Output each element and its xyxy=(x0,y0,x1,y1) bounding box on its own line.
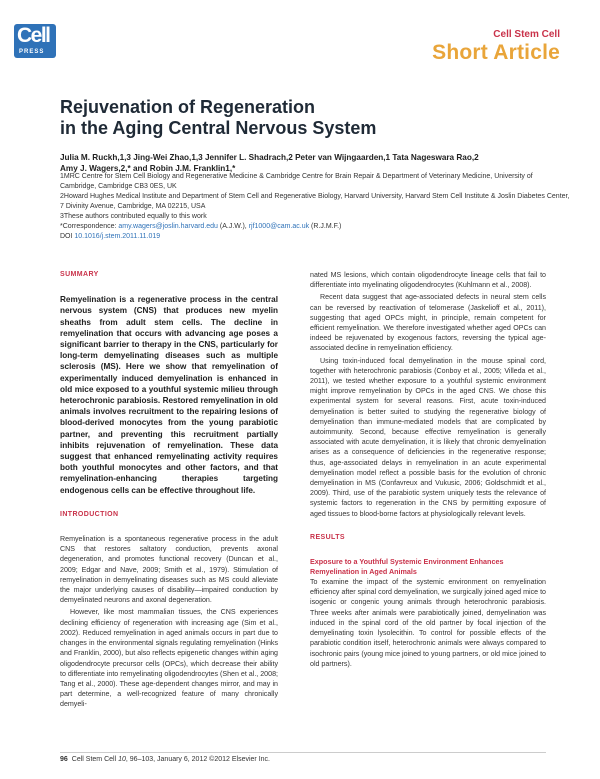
correspondence-label: *Correspondence: xyxy=(60,223,119,230)
affiliation-2: 2Howard Hughes Medical Institute and Department of Stem Cell and Regenerative Biology, Harvard University, Harvard Stem Cell Institute & Joslin Diabetes Center, 7 Divinity Avenue, Cambridge, MA 02215, USA xyxy=(60,193,570,210)
doi-link[interactable]: 10.1016/j.stem.2011.11.019 xyxy=(74,233,161,240)
article-type: Short Article xyxy=(432,41,560,64)
page-number: 96 xyxy=(60,756,68,763)
doi-label: DOI xyxy=(60,233,75,240)
authors-line-2: Amy J. Wagers,2,* and Robin J.M. Franklin1,* xyxy=(60,164,236,173)
doi-line xyxy=(60,232,570,242)
footer-divider xyxy=(60,752,546,753)
logo-sub: PRESS xyxy=(19,49,45,55)
affiliations xyxy=(60,172,570,242)
email-link-2[interactable]: rjf1000@cam.ac.uk xyxy=(248,223,310,230)
page-footer xyxy=(60,756,270,763)
footer-journal: Cell Stem Cell xyxy=(71,756,119,763)
email-link-1[interactable]: amy.wagers@joslin.harvard.edu xyxy=(118,223,218,230)
title-line-2: in the Aging Central Nervous System xyxy=(60,118,377,138)
right-paragraph-0: nated MS lesions, which contain oligodendrocyte lineage cells that fail to differentiate into myelinating oligodendrocytes (Kuhlmann et al., 2008). xyxy=(310,271,546,290)
affiliation-3: 3These authors contributed equally to this work xyxy=(60,213,207,220)
affiliation-1: 1MRC Centre for Stem Cell Biology and Regenerative Medicine & Cambridge Centre for Brain Repair & Department of Veterinary Medicine, University of Cambridge, Cambridge CB3 0ES, UK xyxy=(60,173,533,190)
journal-name: Cell Stem Cell xyxy=(493,29,560,40)
correspondence-end: (R.J.M.F.) xyxy=(309,223,342,230)
paper-title xyxy=(60,97,480,139)
right-paragraph-2: Using toxin-induced focal demyelination in the mouse spinal cord, together with heterochronic parabiosis (Conboy et al., 2005; Villeda et al., 2011), we tested whether exposure to a youthful systemic environment might improve remyelination by OPCs in the aged CNS. We chose this experimental system for several reasons. First, acute toxin-induced demyelination is better suited to studying the regenerative biology of demyelination than immune-mediated models that are complicated by autoimmunity. Second, because effective remyelination is generally associated with acute demyelination, it is likely that chronic demyelination arises as a consequence of deficiencies in the regenerative response; thus, age-associated delays in remyelination in an acute experimental demyelination model reflect a possible basis for the evolution of chronic demyelination in MS (Confavreux and Vukusic, 2006; Goldschmidt et al., 2009). Third, use of the parabiotic system uniquely tests the relevance of systemic factors to regeneration in the CNS by permitting exposure of aged tissues to blood-borne factors at physiologically relevant levels. xyxy=(310,356,546,518)
introduction-heading: INTRODUCTION xyxy=(60,510,119,518)
author-list xyxy=(60,152,560,174)
results-heading: RESULTS xyxy=(310,533,345,541)
logo-word: Cell xyxy=(17,24,50,47)
cell-press-logo xyxy=(14,24,56,58)
results-subheading: Exposure to a Youthful Systemic Environment Enhances Remyelination in Aged Animals xyxy=(310,557,504,577)
authors-line-1: Julia M. Ruckh,1,3 Jing-Wei Zhao,1,3 Jennifer L. Shadrach,2 Peter van Wijngaarden,1 Tata Nageswara Rao,2 xyxy=(60,153,479,162)
right-column xyxy=(310,270,546,671)
right-paragraph-1: Recent data suggest that age-associated defects in neural stem cells can be reversed by reactivation of telomerase (Jaskelioff et al., 2011), suggesting that aged OPCs might, in principle, remain competent for efficient remyelination. We therefore investigated whether aged OPCs can indeed be rejuvenated by exogenous factors, reversing the typical age-associated decline in remyelination efficiency. xyxy=(310,293,546,353)
summary-text: Remyelination is a regenerative process in the central nervous system (CNS) that produces new myelin sheaths from adult stem cells. The decline in remyelination that occurs with advancing age poses a significant barrier to therapy in the CNS, particularly for long-term demyelinating diseases such as multiple sclerosis (MS). Here we show that remyelination of experimentally induced demyelination is enhanced in old mice exposed to a youthful systemic milieu through heterochronic parabiosis. Restored remyelination in old animals involves recruitment to the repairing lesions of blood-derived monocytes from the young parabiotic partner, and preventing this recruitment partially inhibits rejuvenation of remyelination. These data suggest that enhanced remyelinating activity requires both youthful monocytes and other factors, and that remyelination-enhancing therapies targeting endogenous cells can be effective throughout life. xyxy=(60,295,278,495)
results-paragraph-1: To examine the impact of the systemic environment on remyelination efficiency after spinal cord demyelination, we surgically joined aged mice to isogenic or congenic young animals through heterochronic parabiosis. Three weeks after animals were parabiotically joined, demyelination was induced in the spinal cord of the old partner by focal injection of the demyelinating toxin lysolecithin. To control for possible effects of the parabiotic condition itself, heterochronic animals were always compared to isochronic pairs (young mice joined to young partners, or old mice joined to old partners). xyxy=(310,578,546,668)
correspondence-mid: (A.J.W.), xyxy=(217,223,249,230)
summary-heading: SUMMARY xyxy=(60,271,99,278)
intro-paragraph-1: Remyelination is a spontaneous regenerative process in the adult CNS that restores saltatory conduction, prevents axonal degeneration, and promotes functional recovery (Duncan et al., 2009; Edgar and Nave, 2009; Smith et al., 1979). Stimulation of remyelination in demyelinating diseases such as MS could alleviate the major underlying causes of disability—impaired conduction by demyelinated neurons and axonal degeneration. xyxy=(60,535,278,605)
left-column xyxy=(60,270,278,712)
footer-volume: 10 xyxy=(118,756,126,763)
intro-paragraph-2: However, like most mammalian tissues, the CNS experiences declining efficiency of regeneration with increasing age (Sim et al., 2002). Reduced remyelination in aged animals occurs in part due to changes in the environmental signals regulating remyelination (Hinks and Franklin, 2000), but also reflects epigenetic changes within aging oligodendrocyte precursor cells (OPCs), which decrease their ability to differentiate into remyelinating oligodendrocytes (Shen et al., 2008; Tang et al., 2000). These age-dependent changes mirror, and may in part determine, a well-recognized feature of many chronically demyeli- xyxy=(60,608,278,709)
correspondence xyxy=(60,222,570,232)
footer-citation: , 96–103, January 6, 2012 ©2012 Elsevier Inc. xyxy=(125,756,270,763)
title-line-1: Rejuvenation of Regeneration xyxy=(60,97,316,117)
